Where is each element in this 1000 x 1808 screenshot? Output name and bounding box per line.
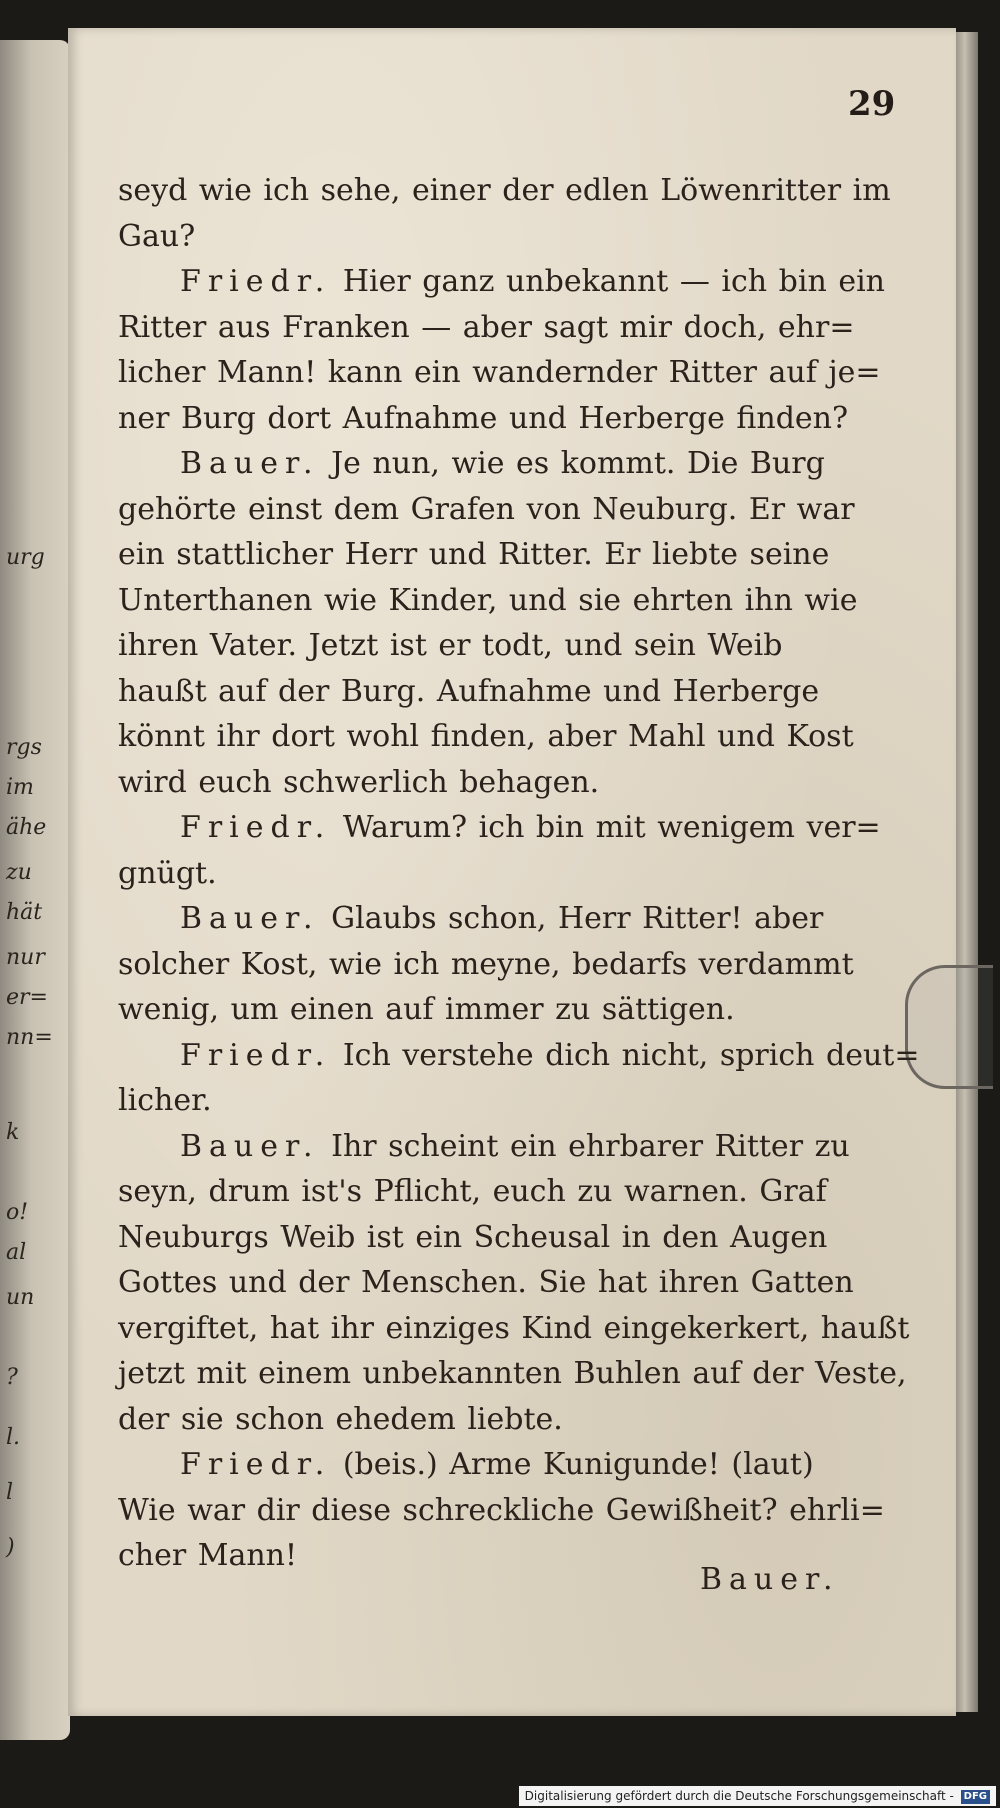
facing-page-fragment: k — [6, 1120, 20, 1145]
text-line — [118, 1442, 900, 1488]
text-line — [118, 441, 900, 487]
line-text: seyn, drum ist's Pflicht, euch zu warnen. Graf — [118, 1174, 827, 1209]
facing-page-fragment: ? — [6, 1365, 18, 1390]
line-text: Wie war dir diese schreckliche Gewißheit? ehrli= — [118, 1492, 885, 1528]
line-text: seyd wie ich sehe, einer der edlen Löwenritter im — [118, 173, 891, 208]
text-line — [118, 305, 900, 351]
line-text: Warum? ich bin mit wenigem ver= — [331, 810, 881, 845]
facing-page-fragment: o! — [6, 1200, 29, 1225]
line-text: Gau? — [118, 218, 196, 254]
line-text: Ritter aus Franken — aber sagt mir doch, ehr= — [118, 309, 855, 345]
facing-page-fragment: un — [6, 1285, 35, 1310]
text-line — [118, 987, 900, 1033]
line-text: der sie schon ehedem liebte. — [118, 1401, 563, 1437]
text-line — [118, 942, 900, 988]
page-stack-edge — [956, 32, 978, 1712]
body-text — [118, 168, 920, 1579]
line-text: wird euch schwerlich behagen. — [118, 764, 600, 800]
line-text: haußt auf der Burg. Aufnahme und Herberge — [118, 673, 820, 709]
text-line — [118, 1306, 910, 1352]
line-text: ihren Vater. Jetzt ist er todt, und sein Weib — [118, 628, 783, 663]
facing-page-fragment: al — [6, 1240, 27, 1265]
line-text: licher. — [118, 1083, 212, 1118]
text-line — [118, 851, 900, 897]
facing-page-fragment: zu — [6, 860, 32, 885]
facing-page-fragment: nur — [6, 945, 45, 970]
line-text: gnügt. — [118, 855, 217, 891]
text-line — [118, 168, 900, 214]
line-text: Hier ganz unbekannt — ich bin ein — [331, 264, 885, 299]
text-line — [118, 1169, 900, 1215]
line-text: wenig, um einen auf immer zu sättigen. — [118, 992, 735, 1027]
speaker-name: Friedr. — [180, 810, 332, 845]
speaker-name: Bauer. — [180, 446, 320, 481]
line-text: vergiftet, hat ihr einziges Kind eingekerkert, haußt — [118, 1310, 910, 1346]
credit-text: Digitalisierung gefördert durch die Deutsche Forschungsgemeinschaft - — [524, 1789, 954, 1803]
text-line — [118, 350, 900, 396]
line-text: Gottes und der Menschen. Sie hat ihren Gatten — [118, 1265, 854, 1300]
text-line — [118, 760, 900, 806]
speaker-name: Bauer. — [180, 1128, 320, 1164]
line-text: (beis.) Arme Kunigunde! (laut) — [331, 1447, 814, 1482]
text-line — [118, 714, 900, 760]
facing-page-fragment: l. — [6, 1425, 21, 1450]
page-number: 29 — [848, 84, 896, 124]
facing-page-fragment: urg — [6, 545, 45, 570]
digitization-credit — [519, 1786, 996, 1806]
line-text: Unterthanen wie Kinder, und sie ehrten ihn wie — [118, 582, 858, 618]
facing-page-fragment: nn= — [6, 1025, 53, 1050]
text-line — [118, 396, 900, 442]
speaker-name: Friedr. — [180, 1447, 332, 1482]
line-text: ein stattlicher Herr und Ritter. Er liebte seine — [118, 537, 830, 572]
text-line — [118, 1033, 920, 1079]
line-text: könnt ihr dort wohl finden, aber Mahl und Kost — [118, 719, 854, 754]
text-line — [118, 487, 900, 533]
text-line — [118, 532, 900, 578]
line-text: solcher Kost, wie ich meyne, bedarfs verdammt — [118, 946, 854, 982]
text-line — [118, 259, 900, 305]
text-line — [118, 669, 900, 715]
line-text: Glaubs schon, Herr Ritter! aber — [319, 901, 824, 936]
facing-page-fragment: rgs — [6, 735, 42, 760]
line-text: Je nun, wie es kommt. Die Burg — [319, 446, 825, 481]
text-line — [118, 623, 900, 669]
speaker-name: Friedr. — [180, 1037, 332, 1073]
speaker-name: Bauer. — [180, 901, 320, 936]
line-text: cher Mann! — [118, 1538, 298, 1573]
text-line — [118, 1488, 900, 1534]
text-line — [118, 1124, 900, 1170]
text-line — [118, 578, 900, 624]
text-line — [118, 1078, 900, 1124]
text-line — [118, 1397, 900, 1443]
text-line — [118, 1260, 900, 1306]
line-text: jetzt mit einem unbekannten Buhlen auf der Veste, — [118, 1356, 907, 1391]
text-line — [118, 1351, 907, 1397]
line-text: ner Burg dort Aufnahme und Herberge finden? — [118, 400, 849, 436]
line-text: Ich verstehe dich nicht, sprich deut= — [331, 1037, 920, 1073]
line-text: Ihr scheint ein ehrbarer Ritter zu — [319, 1128, 850, 1164]
facing-page-fragment: im — [6, 775, 34, 800]
speaker-name: Friedr. — [180, 264, 332, 299]
dfg-logo: DFG — [961, 1790, 990, 1804]
line-text: licher Mann! kann ein wandernder Ritter auf je= — [118, 355, 881, 390]
facing-page-fragment: l — [6, 1480, 14, 1505]
catchword: Bauer. — [700, 1562, 840, 1597]
line-text: Neuburgs Weib ist ein Scheusal in den Augen — [118, 1219, 828, 1255]
line-text: gehörte einst dem Grafen von Neuburg. Er war — [118, 491, 855, 527]
facing-page-fragment: ) — [6, 1535, 15, 1560]
facing-page-fragment: ähe — [6, 815, 47, 840]
facing-page-fragment: hät — [6, 900, 43, 925]
text-line — [118, 214, 900, 260]
text-line — [118, 896, 900, 942]
text-line — [118, 1215, 900, 1261]
text-line — [118, 805, 900, 851]
facing-page-fragment: er= — [6, 985, 48, 1010]
